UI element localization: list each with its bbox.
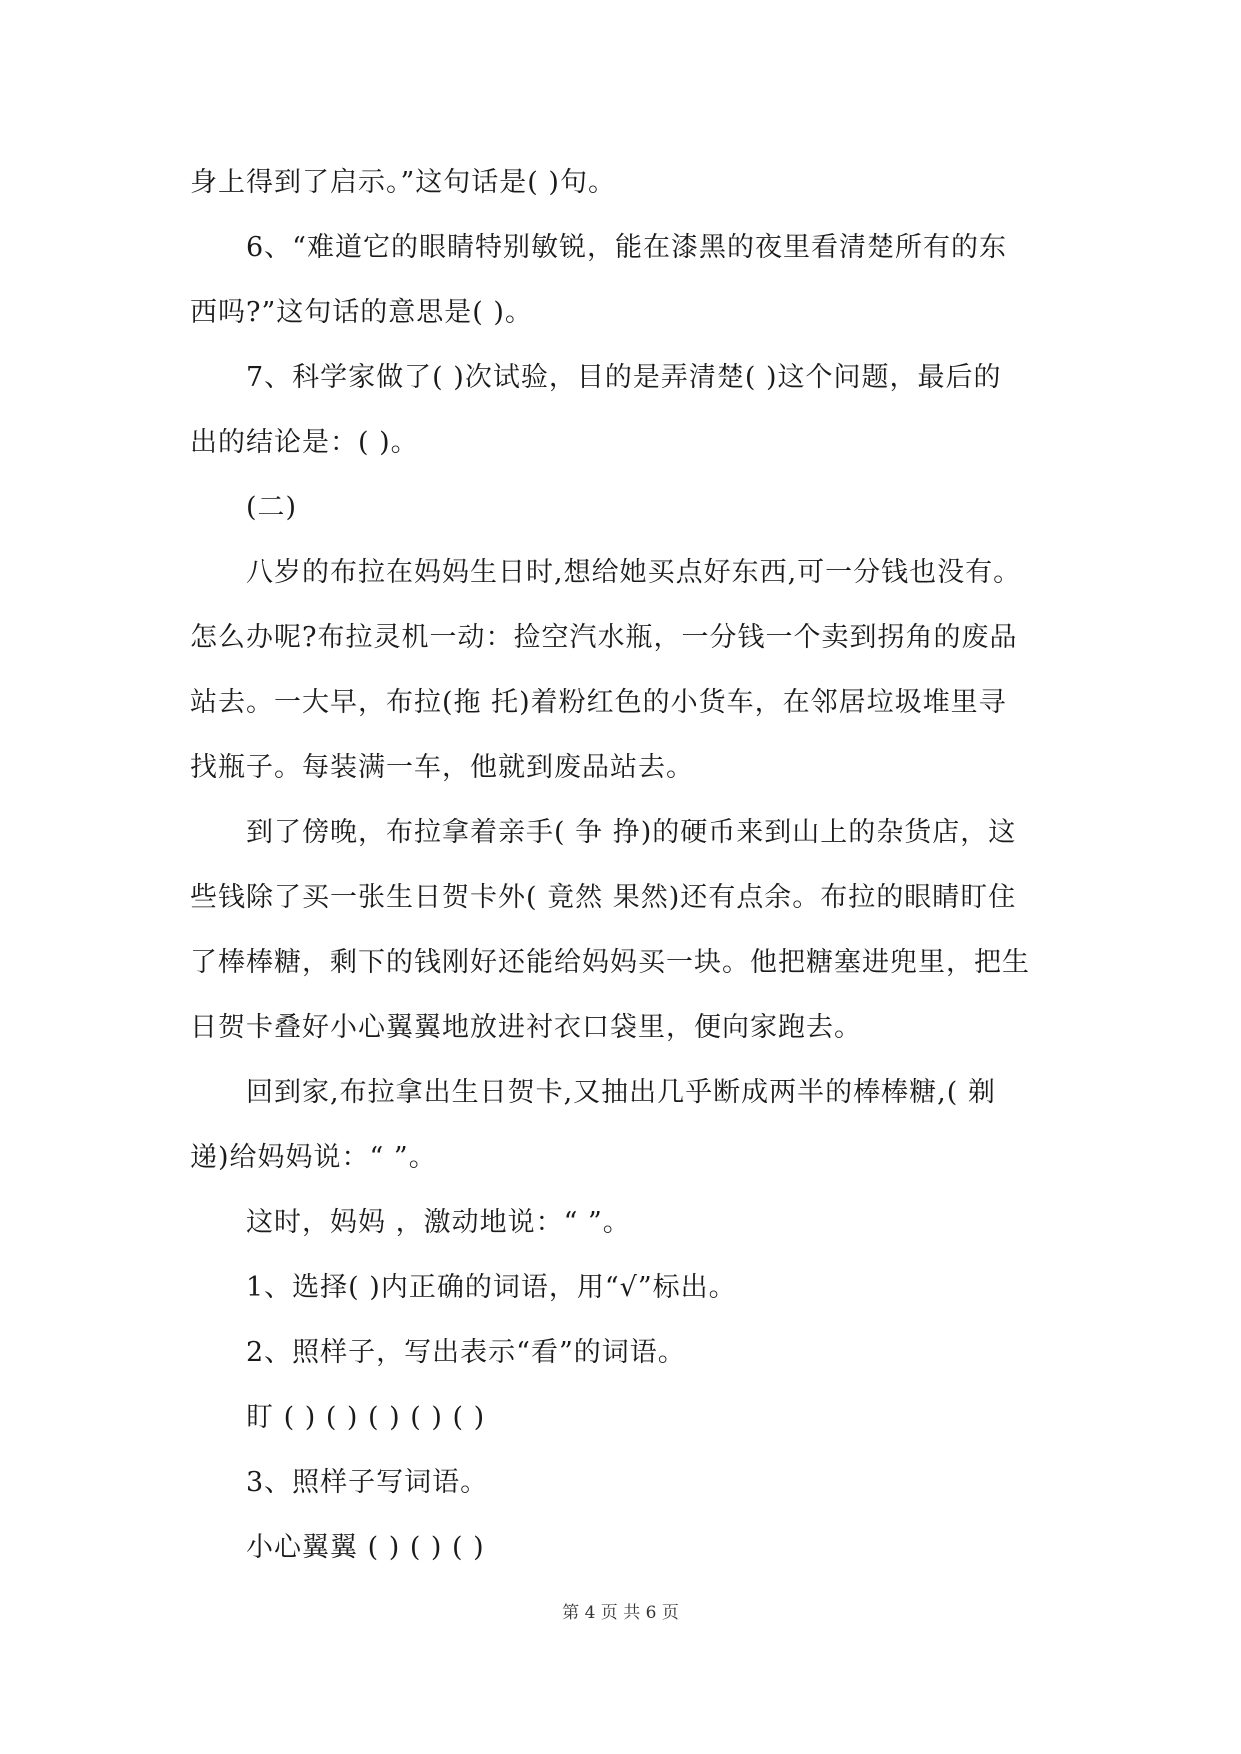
paragraph-line: 到了傍晚，布拉拿着亲手( 争 挣)的硬币来到山上的杂货店，这 [246,817,1017,848]
question-6: 6、“难道它的眼睛特别敏锐，能在漆黑的夜里看清楚所有的东 [246,232,1007,263]
text-line: 西吗?”这句话的意思是( )。 [190,297,533,328]
text-line: 出的结论是：( )。 [190,427,419,458]
text-line: 身上得到了启示。”这句话是( )句。 [190,167,616,198]
question-1: 1、选择( )内正确的词语，用“√”标出。 [246,1272,737,1303]
paragraph-line: 这时，妈妈 ，激动地说：“ ”。 [246,1207,631,1238]
paragraph-line: 递)给妈妈说：“ ”。 [190,1142,437,1173]
paragraph-line: 了棒棒糖，剩下的钱刚好还能给妈妈买一块。他把糖塞进兜里，把生 [190,947,1030,978]
section-heading: (二) [246,492,298,523]
page-number-footer: 第 4 页 共 6 页 [562,1603,679,1623]
paragraph-line: 八岁的布拉在妈妈生日时,想给她买点好东西,可一分钱也没有。 [246,557,1022,588]
question-3: 3、照样子写词语。 [246,1467,489,1498]
paragraph-line: 日贺卡叠好小心翼翼地放进衬衣口袋里，便向家跑去。 [190,1012,862,1043]
paragraph-line: 回到家,布拉拿出生日贺卡,又抽出几乎断成两半的棒棒糖,( 剃 [246,1077,996,1108]
question-2: 2、照样子，写出表示“看”的词语。 [246,1337,686,1368]
paragraph-line: 找瓶子。每装满一车，他就到废品站去。 [190,752,694,783]
answer-blanks: 小心翼翼 ( ) ( ) ( ) [246,1532,485,1563]
question-7: 7、科学家做了( )次试验，目的是弄清楚( )这个问题，最后的 [246,362,1002,393]
paragraph-line: 站去。一大早，布拉(拖 托)着粉红色的小货车，在邻居垃圾堆里寻 [190,687,1007,718]
paragraph-line: 些钱除了买一张生日贺卡外( 竟然 果然)还有点余。布拉的眼睛盯住 [190,882,1017,913]
paragraph-line: 怎么办呢?布拉灵机一动：捡空汽水瓶，一分钱一个卖到拐角的废品 [190,622,1018,653]
answer-blanks: 盯 ( ) ( ) ( ) ( ) ( ) [246,1402,486,1433]
document-body [190,150,1050,1580]
